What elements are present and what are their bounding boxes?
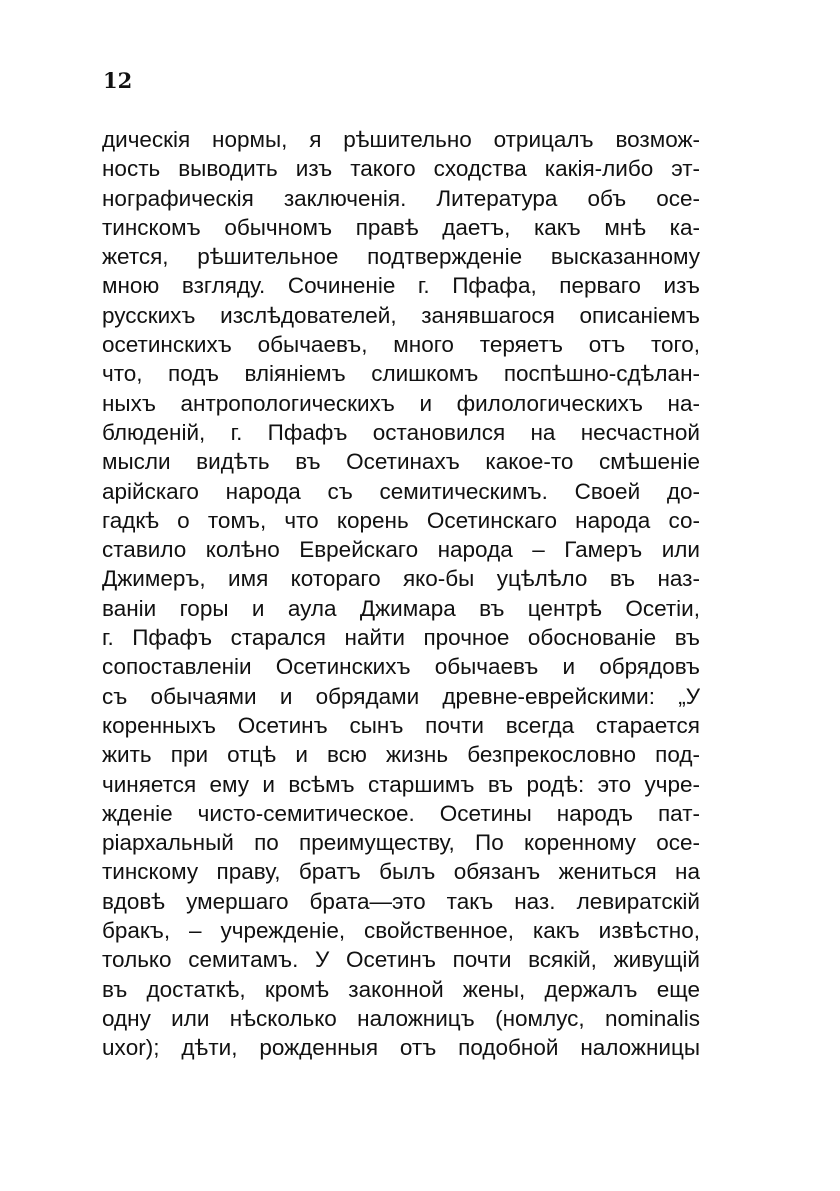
text-line: блюденій, г. Пфафъ остановился на несчастной: [102, 419, 700, 445]
body-text: [102, 125, 700, 1063]
text-line: ныхъ антропологическихъ и филологическихъ на-: [102, 390, 700, 416]
text-line: гадкѣ о томъ, что корень Осетинскаго народа со-: [102, 507, 700, 533]
text-line: мною взгляду. Сочиненіе г. Пфафа, перваго изъ: [102, 273, 700, 299]
text-line: мысли видѣть въ Осетинахъ какое-то смѣшеніе: [102, 449, 700, 475]
text-line: Джимеръ, имя котораго яко-бы уцѣлѣло въ наз-: [102, 566, 700, 592]
text-line: ваніи горы и аула Джимара въ центрѣ Осетіи,: [102, 595, 700, 621]
text-line: ставило колѣно Еврейскаго народа – Гамеръ или: [102, 537, 700, 563]
text-line: uxor); дѣти, рожденныя отъ подобной наложницы: [102, 1035, 700, 1061]
text-line: что, подъ вліяніемъ слишкомъ поспѣшно-сдѣлан-: [102, 361, 700, 387]
text-line: сопоставленіи Осетинскихъ обычаевъ и обрядовъ: [102, 654, 700, 680]
text-line: тинскому праву, братъ былъ обязанъ жениться на: [102, 859, 700, 885]
text-line: ность выводить изъ такого сходства какія-либо эт-: [102, 156, 700, 182]
text-line: жется, рѣшительное подтвержденіе высказанному: [102, 244, 700, 270]
text-line: ріархальный по преимуществу, По коренному осе-: [102, 830, 700, 856]
text-line: коренныхъ Осетинъ сынъ почти всегда старается: [102, 712, 700, 738]
text-line: въ достаткѣ, кромѣ законной жены, держалъ еще: [102, 976, 700, 1002]
text-line: одну или нѣсколько наложницъ (номлус, nominalis: [102, 1005, 700, 1031]
text-line: арійскаго народа съ семитическимъ. Своей до-: [102, 478, 700, 504]
text-line: вдовѣ умершаго брата—это такъ наз. левиратскій: [102, 888, 700, 914]
text-line: жденіе чисто-семитическое. Осетины народъ пат-: [102, 800, 700, 826]
text-line: русскихъ изслѣдователей, занявшагося описаніемъ: [102, 302, 700, 328]
text-line: только семитамъ. У Осетинъ почти всякій, живущій: [102, 947, 700, 973]
text-line: дическія нормы, я рѣшительно отрицалъ возмож-: [102, 127, 700, 152]
text-line: бракъ, – учрежденіе, свойственное, какъ извѣстно,: [102, 918, 700, 944]
page-number: 12: [103, 68, 133, 93]
text-line: тинскомъ обычномъ правѣ даетъ, какъ мнѣ ка-: [102, 214, 700, 240]
text-line: чиняется ему и всѣмъ старшимъ въ родѣ: это учре-: [102, 771, 700, 797]
text-line: осетинскихъ обычаевъ, много теряетъ отъ того,: [102, 332, 700, 358]
text-line: г. Пфафъ старался найти прочное обоснованіе въ: [102, 625, 700, 651]
text-line: съ обычаями и обрядами древне-еврейскими: „У: [102, 683, 700, 709]
text-line: жить при отцѣ и всю жизнь безпрекословно под-: [102, 742, 700, 768]
text-line: нографическія заключенія. Литература объ осе-: [102, 185, 700, 211]
